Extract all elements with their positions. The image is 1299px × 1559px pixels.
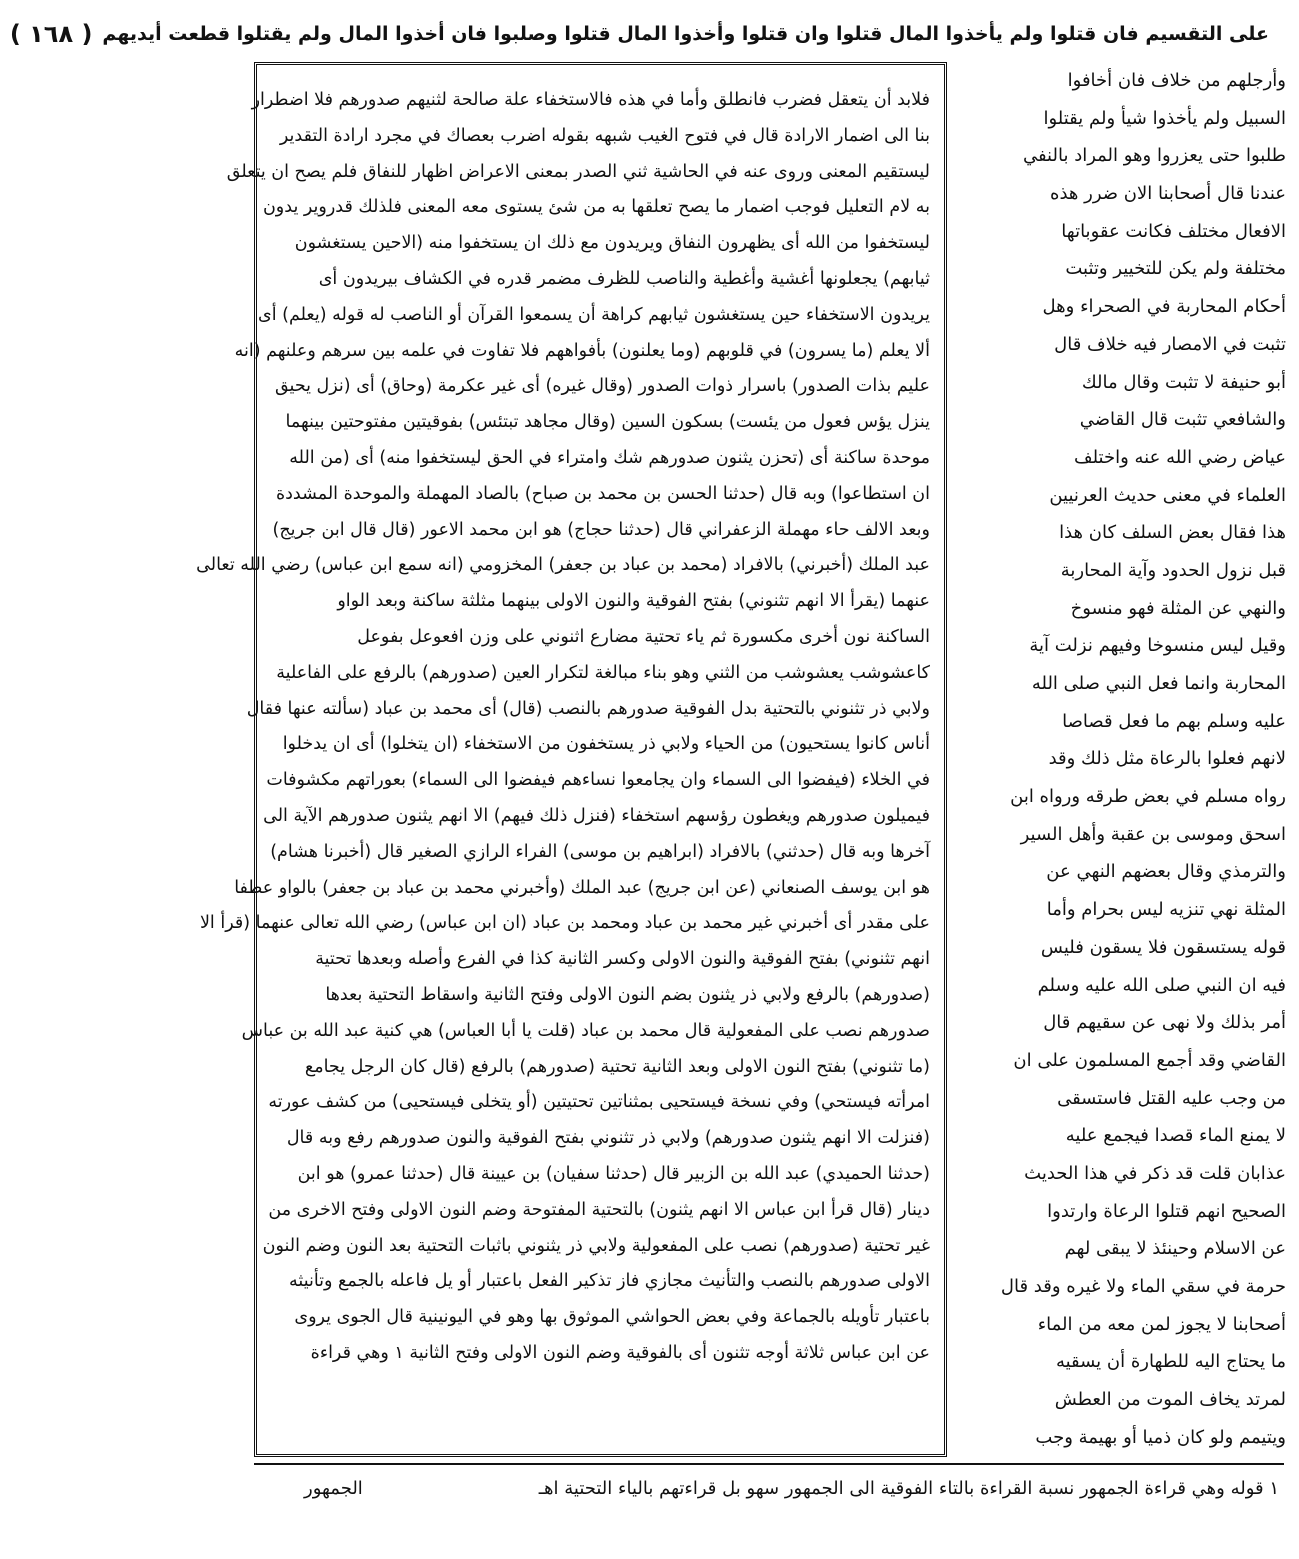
margin-text-line: السبيل ولم يأخذوا شيأ ولم يقتلوا xyxy=(1043,107,1286,129)
main-text-line: يريدون الاستخفاء حين يستغشون ثيابهم كراهة أن يسمعوا القرآن أو الناصب له قوله (يعلم) أى xyxy=(258,304,930,325)
margin-text-line: قبل نزول الحدود وآية المحاربة xyxy=(1060,559,1286,581)
margin-text-line: عياض رضي الله عنه واختلف xyxy=(1073,446,1286,468)
margin-text-line: وقيل ليس منسوخا وفيهم نزلت آية xyxy=(1029,635,1286,657)
page-number: ( ١٦٨ ) xyxy=(9,20,93,48)
margin-text-line: لانهم فعلوا بالرعاة مثل ذلك وقد xyxy=(1048,748,1286,770)
main-text-line: فيميلون صدورهم ويغطون رؤسهم استخفاء (فنزل ذلك فيهم) الا انهم يثنون صدورهم الآية الى xyxy=(263,805,930,826)
margin-text-line: عليه وسلم بهم ما فعل قصاصا xyxy=(1062,710,1286,732)
main-text-line: وبعد الالف حاء مهملة الزعفراني قال (حدثنا حجاج) هو ابن محمد الاعور (قال قال ابن جريج) xyxy=(272,519,930,540)
main-text-line: ثيابهم) يجعلونها أغشية وأغطية والناصب للظرف مضمر قدره في الكشاف بيريدون أى xyxy=(318,268,930,289)
main-text-line: فلابد أن يتعقل فضرب فانطلق وأما في هذه فالاستخفاء علة صالحة لثنيهم صدورهم فلا اضطرار xyxy=(251,90,930,110)
margin-text-line: طلبوا حتى يعزروا وهو المراد بالنفي xyxy=(1022,145,1286,167)
main-text-line: امرأته فيستحي) وفي نسخة فيستحيى بمثناتين تحتيتين (أو يتخلى فيستحيى) من كشف عورته xyxy=(268,1092,930,1113)
margin-text-line: ويتيمم ولو كان ذميا أو بهيمة وجب xyxy=(1035,1426,1286,1448)
main-text-line: ليستخفوا من الله أى يظهرون النفاق ويريدون مع ذلك ان يستخفوا منه (الاحين يستغشون xyxy=(294,233,930,254)
main-text-line: في الخلاء (فيفضوا الى السماء وان يجامعوا نساءهم فيفضوا الى السماء) بعوراتهم مكشوفات xyxy=(266,770,930,791)
catchword: الجمهور xyxy=(304,1477,363,1499)
header-text: على التقسيم فان قتلوا ولم يأخذوا المال قتلوا وان قتلوا وأخذوا المال قتلوا وصلبوا فان أخذوا المال ولم يقتلوا قطعت أيديهم xyxy=(102,23,1269,45)
margin-text-line: لمرتد يخاف الموت من العطش xyxy=(1054,1389,1286,1411)
margin-text-line: عن الاسلام وحينئذ لا يبقى لهم xyxy=(1064,1238,1286,1260)
main-text-line: بنا الى اضمار الارادة قال في فتوح الغيب شبهه بقوله اضرب بعصاك في مجرد ارادة التقدير xyxy=(279,125,930,146)
main-text-line: باعتبار تأويله بالجماعة وفي بعض الحواشي الموثوق بها وهو في اليونينية قال الجوى يروى xyxy=(294,1307,930,1328)
main-text-line: آخرها وبه قال (حدثني) بالافراد (ابراهيم بن موسى) الفراء الرازي الصغير قال (أخبرنا هشام) xyxy=(270,841,930,862)
running-header xyxy=(9,8,1269,60)
main-text-line: ولابي ذر تثنوني بالتحتية بدل الفوقية صدورهم بالنصب (قال) أى محمد بن عباد (سألته عنها فقال xyxy=(246,698,930,719)
book-page xyxy=(9,0,1299,1559)
main-text-line: عليم بذات الصدور) باسرار ذوات الصدور (وقال غيره) أى غير عكرمة (وحاق) أى (نزل يحيق xyxy=(274,376,930,397)
main-text-line: ليستقيم المعنى وروى عنه في الحاشية ثني الصدر بمعنى الاعراض اظهار للنفاق فلم يصح ان يتعلق xyxy=(226,161,930,182)
margin-text-line: حرمة في سقي الماء ولا غيره وقد قال xyxy=(1000,1276,1286,1297)
margin-text-line: العلماء في معنى حديث العرنيين xyxy=(1049,484,1286,506)
main-text-line: هو ابن يوسف الصنعاني (عن ابن جريج) عبد الملك (وأخبرني محمد بن عباد بن جعفر) بالواو عطفا xyxy=(234,877,930,898)
margin-text-line: مختلفة ولم يكن للتخيير وتثبت xyxy=(1065,258,1286,280)
main-text-line: عن ابن عباس ثلاثة أوجه تثنون أى بالفوقية وضم النون الاولى وفتح الثانية ١ وهي قراءة xyxy=(310,1342,930,1363)
margin-text-line: المحاربة وانما فعل النبي صلى الله xyxy=(1031,673,1286,694)
main-text-line: غير تحتية (صدورهم) نصب على المفعولية ولابي ذر يثنوني باثبات التحتية بعد النون وضم النون xyxy=(262,1235,930,1256)
margin-text-line: والنهي عن المثلة فهو منسوخ xyxy=(1070,597,1286,619)
margin-text-line: المثلة نهي تنزيه ليس بحرام وأما xyxy=(1046,899,1286,921)
margin-text-line: عندنا قال أصحابنا الان ضرر هذه xyxy=(1050,183,1286,205)
margin-text-line: عذابان قلت قد ذكر في هذا الحديث xyxy=(1024,1162,1286,1184)
footnote-text: ١ قوله وهي قراءة الجمهور نسبة القراءة بالتاء الفوقية الى الجمهور سهو بل قراءتهم بالياء التحتية اهـ xyxy=(538,1477,1279,1499)
margin-text-line: من وجب عليه القتل فاستسقى xyxy=(1057,1087,1286,1109)
main-text-line: (حدثنا الحميدي) عبد الله بن الزبير قال (حدثنا سفيان) بن عيينة قال (حدثنا عمرو) هو ابن xyxy=(297,1163,930,1184)
margin-text-line: لا يمنع الماء قصدا فيجمع عليه xyxy=(1065,1125,1286,1147)
main-text-line: الساكنة نون أخرى مكسورة ثم ياء تحتية مضارع اثنوني على وزن افعوعل بفوعل xyxy=(357,626,930,647)
main-text-line: عبد الملك (أخبرني) بالافراد (محمد بن عباد بن جعفر) المخزومي (انه سمع ابن عباس) رضي الله تعالى xyxy=(196,555,930,576)
main-text-line: (ما تثنوني) بفتح النون الاولى وبعد الثانية تحتية (صدورهم) بالرفع (قال كان الرجل يجامع xyxy=(304,1056,930,1077)
main-text-line: (فنزلت الا انهم يثنون صدورهم) ولابي ذر تثنوني بفتح الفوقية والنون صدورهم رفع وبه قال xyxy=(286,1128,930,1149)
margin-text-line: وأرجلهم من خلاف فان أخافوا xyxy=(1067,70,1286,91)
main-text-line: دينار (قال قرأ ابن عباس الا انهم يثنون) بالتحتية المفتوحة وضم النون الاولى وفتح الاخرى من xyxy=(268,1199,930,1220)
main-text-line: صدورهم نصب على المفعولية قال محمد بن عباد (قلت يا أبا العباس) هي كنية عبد الله بن عباس xyxy=(241,1020,930,1041)
margin-text-line: الافعال مختلف فكانت عقوباتها xyxy=(1061,220,1286,242)
margin-text-line: القاضي وقد أجمع المسلمون على ان xyxy=(1013,1049,1286,1071)
main-text-line: موحدة ساكنة أى (تحزن يثنون صدورهم شك وامتراء في الحق ليستخفوا منه) أى (من الله xyxy=(289,447,930,468)
margin-text-line: رواه مسلم في بعض طرقه ورواه ابن xyxy=(1010,786,1286,808)
margin-text-line: أمر بذلك ولا نهى عن سقيهم قال xyxy=(1043,1012,1286,1034)
main-text-line: انهم تثنوني) بفتح الفوقية والنون الاولى وكسر الثانية كذا في الفرع وأصله وبعدها تحتية xyxy=(315,949,930,970)
margin-text-line: والشافعي تثبت قال القاضي xyxy=(1079,409,1286,431)
footnote xyxy=(264,1470,1279,1506)
margin-commentary-text xyxy=(954,62,1286,1457)
margin-text-line: أحكام المحاربة في الصحراء وهل xyxy=(1042,296,1286,318)
main-text-line: ينزل يؤس فعول من يئست) بسكون السين (وقال مجاهد تبتئس) بفوقيتين مفتوحتين بينهما xyxy=(285,412,930,433)
margin-text-line: أبو حنيفة لا تثبت وقال مالك xyxy=(1081,371,1286,393)
main-text-line: ان استطاعوا) وبه قال (حدثنا الحسن بن محمد بن صباح) بالصاد المهملة والموحدة المشددة xyxy=(275,483,930,504)
margin-text-line: والترمذي وقال بعضهم النهي عن xyxy=(1046,861,1286,883)
main-text-line: الاولى صدورهم بالنصب والتأنيث مجازي فاز تذكير الفعل باعتبار أو يل فاعله بالجمع وتأنيثه xyxy=(289,1271,930,1292)
margin-text-line: الصحيح انهم قتلوا الرعاة وارتدوا xyxy=(1047,1200,1286,1222)
main-commentary-text xyxy=(196,83,930,1446)
main-text-line: كاعشوشب يعشوشب من الثني وهو بناء مبالغة لتكرار العين (صدورهم) بالرفع على الفاعلية xyxy=(276,662,930,683)
footnote-rule xyxy=(254,1463,1284,1465)
margin-text-line: اسحق وموسى بن عقبة وأهل السير xyxy=(1020,823,1286,845)
main-text-line: (صدورهم) بالرفع ولابي ذر يثنون بضم النون الاولى وفتح الثانية واسقاط التحتية بعدها xyxy=(325,984,930,1005)
main-text-line: ألا يعلم (ما يسرون) في قلوبهم (وما يعلنون) بأفواههم فلا تفاوت في علمه بين سرهم وعلنهم (انه xyxy=(234,340,930,361)
main-text-line: أناس كانوا يستحيون) من الحياء ولابي ذر يستخفون من الاستخفاء (ان يتخلوا) أى ان يدخلوا xyxy=(282,734,930,755)
main-text-line: عنهما (يقرأ الا انهم تثنوني) بفتح الفوقية والنون الاولى بينهما مثلثة ساكنة وبعد الواو xyxy=(337,591,930,612)
margin-text-line: قوله يستسقون فلا يسقون فليس xyxy=(1040,936,1286,958)
main-text-line: به لام التعليل فوجب اضمار ما يصح تعلقها به من شئ يستوى معه المعنى فلذلك قدروير يدون xyxy=(262,197,930,218)
margin-text-line: تثبت في الامصار فيه خلاف قال xyxy=(1054,333,1286,355)
margin-text-line: هذا فقال بعض السلف كان هذا xyxy=(1059,522,1286,544)
margin-text-line: فيه ان النبي صلى الله عليه وسلم xyxy=(1037,974,1286,996)
margin-text-line: ما يحتاج اليه للطهارة أن يسقيه xyxy=(1055,1351,1286,1373)
margin-text-line: أصحابنا لا يجوز لمن معه من الماء xyxy=(1037,1313,1286,1335)
main-commentary-frame xyxy=(196,62,947,1457)
main-text-line: على مقدر أى أخبرني غير محمد بن عباد ومحمد بن عباد (ان ابن عباس) رضي الله تعالى عنهما (قرأ الا xyxy=(199,913,930,934)
